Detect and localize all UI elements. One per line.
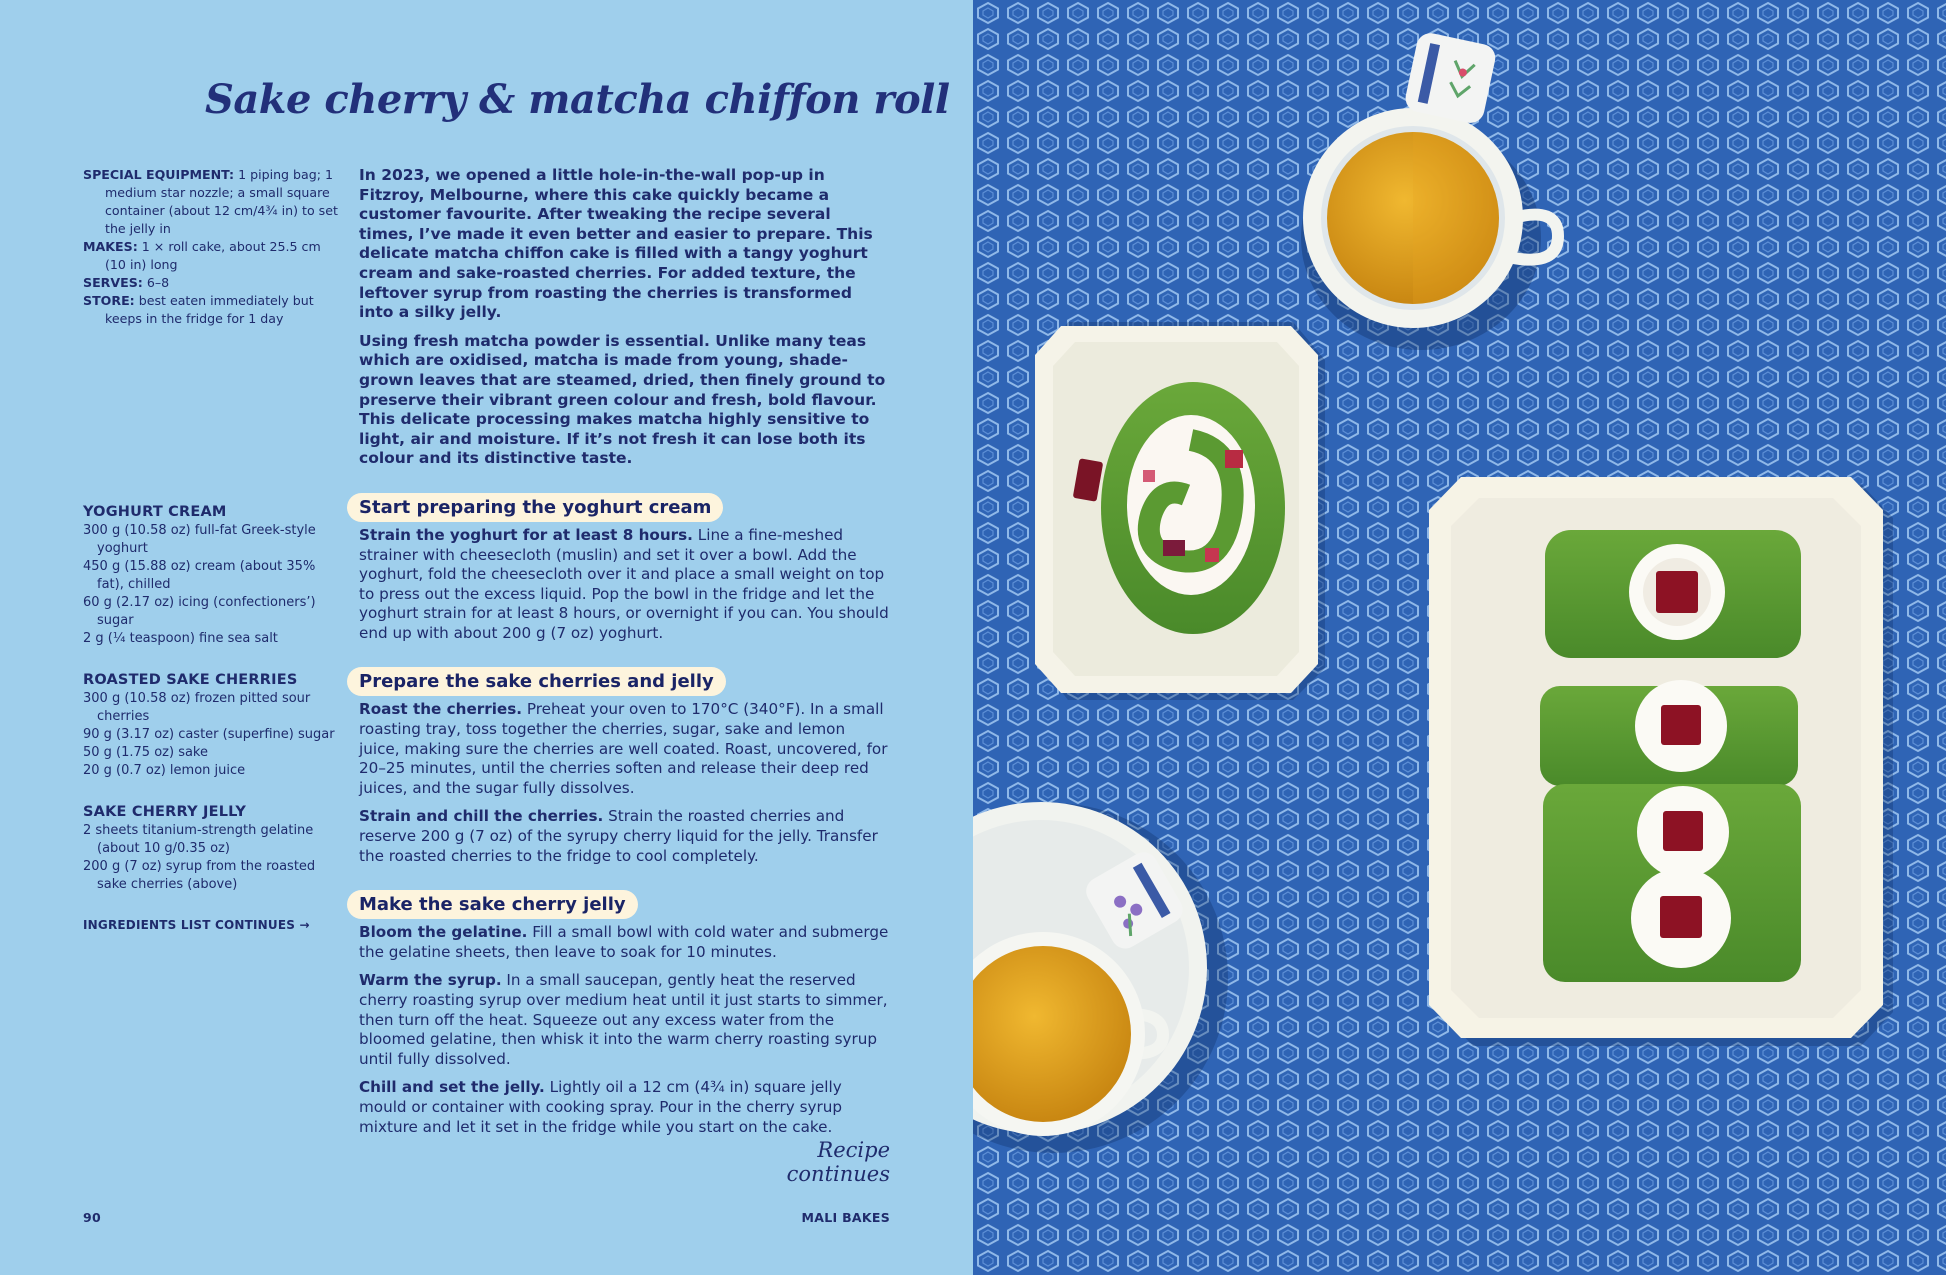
- ingredient-group-heading: ROASTED SAKE CHERRIES: [83, 672, 298, 688]
- page-number: 90: [83, 1210, 101, 1225]
- meta-label: STORE:: [83, 293, 135, 308]
- meta-label: SPECIAL EQUIPMENT:: [83, 167, 235, 182]
- ingredient-line: 300 g (10.58 oz) frozen pitted sour cherries: [83, 691, 311, 724]
- meta-value: best eaten immediately but keeps in the fridge for 1 day: [105, 293, 314, 326]
- intro-paragraph: In 2023, we opened a little hole-in-the-wall pop-up in Fitzroy, Melbourne, where this cake quickly became a customer favourite. After tweaking the recipe several times, I’ve made it even better and easier to prepare. This delicate matcha chiffon cake is filled with a tangy yoghurt cream and sake-roasted cherries. For added texture, the leftover syrup from roasting the cherries is transformed into a silky jelly.: [359, 166, 873, 322]
- intro: [359, 166, 889, 469]
- ingredient-line: 20 g (0.7 oz) lemon juice: [83, 763, 246, 778]
- method-sections: [359, 493, 889, 1137]
- roll-piece-1: [1545, 530, 1801, 658]
- step-lead: Strain and chill the cherries.: [359, 807, 604, 826]
- meta-row: [83, 292, 345, 328]
- method-step: [359, 526, 889, 644]
- method-step: [359, 923, 889, 962]
- recipe-meta: [83, 166, 345, 328]
- running-footer: MALI BAKES: [801, 1210, 890, 1225]
- ingredient-group: [83, 502, 345, 648]
- ingredient-line: 300 g (10.58 oz) full-fat Greek-style yoghurt: [83, 523, 316, 556]
- step-lead: Roast the cherries.: [359, 700, 523, 719]
- large-plate: [1429, 477, 1893, 1046]
- ingredient-line: 2 sheets titanium-strength gelatine (about 10 g/0.35 oz): [83, 823, 314, 856]
- ingredient-line: 450 g (15.88 oz) cream (about 35% fat), chilled: [83, 559, 316, 592]
- method-step: [359, 807, 889, 866]
- ingredient-group: [83, 802, 345, 894]
- method-step: [359, 700, 889, 798]
- method-section: [359, 890, 889, 1137]
- step-text: Lightly oil a 12 cm (4¾ in) square jelly mould or container with cooking spray. Pour in the cherry syrup mixture and let it set in the fridge while you start on the cake.: [359, 1078, 843, 1136]
- step-text: Line a fine-meshed strainer with cheesecloth (muslin) and set it over a bowl. Add the yoghurt, fold the cheesecloth over it and place a small weight on top to press out the excess liquid. Pop the bowl in the fridge and let the yoghurt strain for at least 8 hours, or overnight if you can. You should end up with about 200 g (7 oz) yoghurt.: [359, 525, 889, 642]
- step-lead: Warm the syrup.: [359, 971, 502, 990]
- step-lead: Chill and set the jelly.: [359, 1078, 545, 1097]
- section-heading: Start preparing the yoghurt cream: [347, 493, 723, 522]
- ingredient-group-heading: YOGHURT CREAM: [83, 504, 227, 520]
- photo-illustration: [973, 0, 1946, 1275]
- food-photo: [973, 0, 1946, 1275]
- step-lead: Strain the yoghurt for at least 8 hours.: [359, 525, 693, 544]
- step-text: In a small saucepan, gently heat the reserved cherry roasting syrup over medium heat until it just starts to simmer, then turn off the heat. Squeeze out any excess water from the bloomed gelatine, then whisk it into the warm cherry roasting syrup until fully dissolved.: [359, 971, 888, 1068]
- step-text: Strain the roasted cherries and reserve 200 g (7 oz) of the syrupy cherry liquid for the jelly. Transfer the roasted cherries to the fridge to cool completely.: [359, 807, 878, 865]
- sake-packet-top: [1403, 31, 1498, 126]
- step-text: Preheat your oven to 170°C (340°F). In a small roasting tray, toss together the cherries, sugar, sake and lemon juice, making sure the cherries are well coated. Roast, uncovered, for 20–25 minutes, until the cherries soften and release their deep red juices, and the sugar fully dissolves.: [359, 700, 888, 797]
- ingredient-line: 90 g (3.17 oz) caster (superfine) sugar: [83, 727, 335, 742]
- meta-row: [83, 166, 345, 238]
- meta-value: 1 piping bag; 1 medium star nozzle; a small square container (about 12 cm/4¾ in) to set the jelly in: [105, 167, 338, 236]
- ingredient-line: 2 g (¼ teaspoon) fine sea salt: [83, 631, 278, 646]
- meta-label: SERVES:: [83, 275, 143, 290]
- step-lead: Bloom the gelatine.: [359, 923, 528, 942]
- roll-slice: [1101, 382, 1285, 634]
- recipe-continues: Recipe continues: [786, 1138, 890, 1186]
- meta-value: 1 × roll cake, about 25.5 cm (10 in) long: [105, 239, 321, 272]
- section-heading: Prepare the sake cherries and jelly: [347, 667, 726, 696]
- step-text: Fill a small bowl with cold water and submerge the gelatine sheets, then leave to soak for 10 minutes.: [359, 923, 889, 961]
- meta-value: 6–8: [142, 275, 170, 290]
- method-step: [359, 1078, 889, 1137]
- meta-row: [83, 274, 345, 292]
- recipe-body: [359, 166, 889, 1146]
- ingredient-line: 200 g (7 oz) syrup from the roasted sake cherries (above): [83, 859, 316, 892]
- small-plate: [1035, 322, 1325, 700]
- method-section: [359, 667, 889, 866]
- method-step: [359, 971, 889, 1069]
- ingredient-group-heading: SAKE CHERRY JELLY: [83, 804, 247, 820]
- roll-piece-3: [1543, 784, 1801, 982]
- ingredient-line: 50 g (1.75 oz) sake: [83, 745, 208, 760]
- recipe-title: Sake cherry & matcha chiffon roll: [205, 76, 950, 123]
- ingredient-group: [83, 670, 345, 780]
- ingredients-list: [83, 502, 345, 934]
- method-section: [359, 493, 889, 644]
- roll-piece-2: [1540, 680, 1798, 786]
- ingredients-continue-note: INGREDIENTS LIST CONTINUES →: [83, 918, 310, 932]
- section-heading: Make the sake cherry jelly: [347, 890, 638, 919]
- intro-paragraph: Using fresh matcha powder is essential. Unlike many teas which are oxidised, matcha is made from young, shade-grown leaves that are steamed, dried, then finely ground to preserve their vibrant green colour and fresh, bold flavour. This delicate processing makes matcha highly sensitive to light, air and moisture. If it’s not fresh it can lose both its colour and its distinctive taste.: [359, 331, 886, 468]
- ingredient-line: 60 g (2.17 oz) icing (confectioners’) sugar: [83, 595, 316, 628]
- meta-row: [83, 238, 345, 274]
- meta-label: MAKES:: [83, 239, 138, 254]
